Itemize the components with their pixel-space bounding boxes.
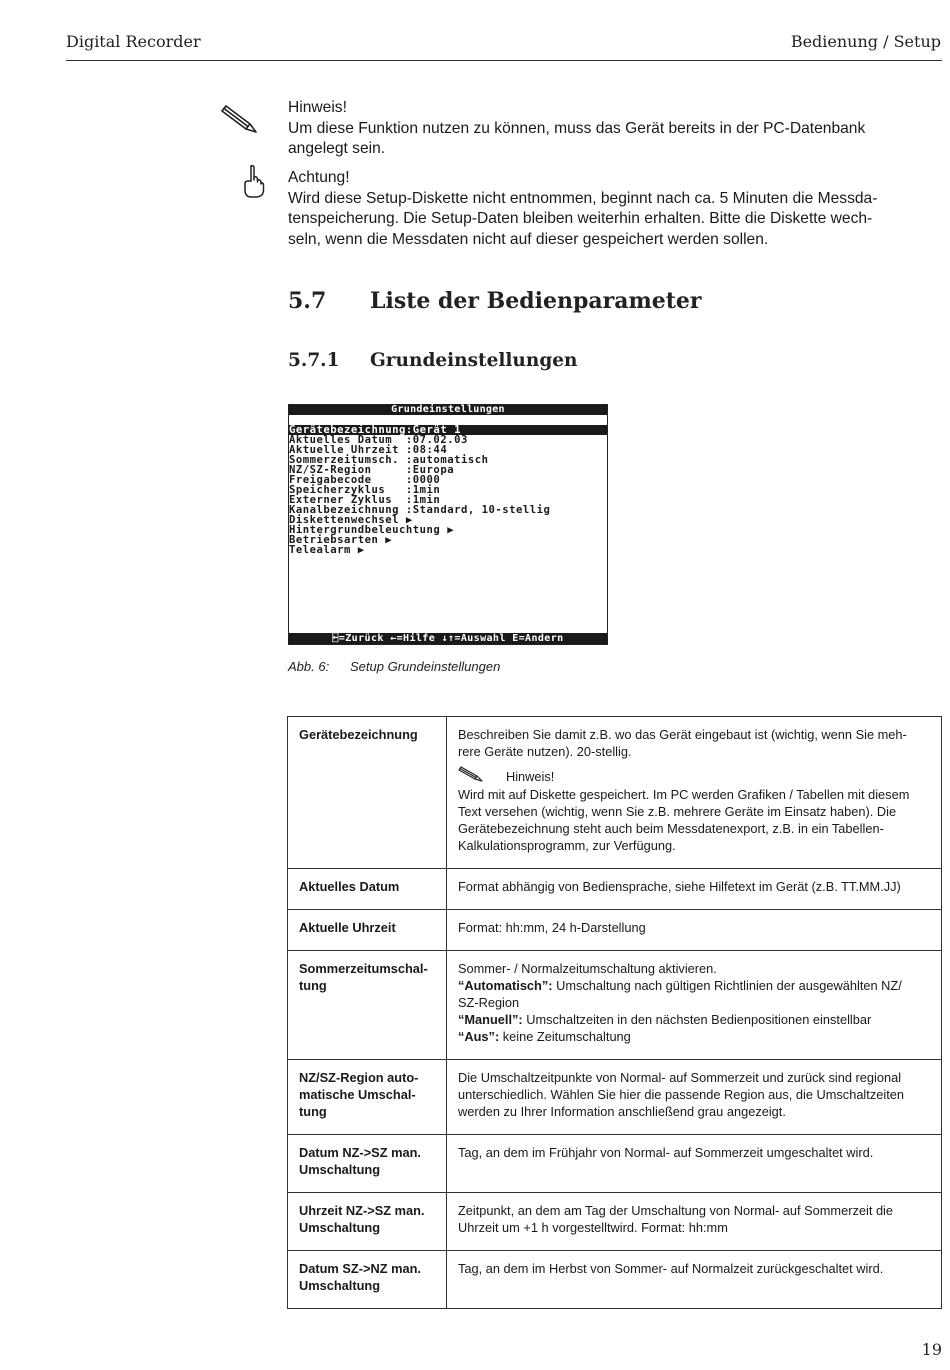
desc-line: Die Umschaltzeitpunkte von Normal- auf Sommerzeit und zurück sind regional: [457, 1070, 902, 1085]
param-description: [446, 1251, 941, 1309]
achtung-line: seln, wenn die Messdaten nicht auf dieser gespeichert werden sollen.: [288, 230, 769, 248]
param-description: [446, 1193, 941, 1251]
screen-menu: [289, 425, 607, 555]
param-name-line: NZ/SZ-Region auto-: [299, 1070, 419, 1085]
param-description: [446, 1060, 941, 1135]
param-description: [446, 910, 941, 951]
param-name-line: tung: [299, 978, 327, 993]
option-text: Umschaltzeiten in den nächsten Bedienpositionen einstellbar: [522, 1012, 872, 1027]
param-name-line: Umschaltung: [299, 1220, 381, 1235]
table-row: [288, 1193, 942, 1251]
param-description: [446, 869, 941, 910]
subsection-number: 5.7.1: [288, 350, 340, 371]
table-row: [288, 910, 942, 951]
desc-option: [458, 977, 931, 994]
note-line: Kalkulationsprogramm, zur Verfügung.: [457, 838, 676, 853]
table-row: [288, 951, 942, 1060]
param-name-line: Sommerzeitumschal-: [299, 961, 428, 976]
note-line: Text versehen (wichtig, wenn Sie z.B. mehrere Geräte im Einsatz haben). Die: [457, 804, 897, 819]
option-text: keine Zeitumschaltung: [499, 1029, 631, 1044]
table-row: [288, 869, 942, 910]
screen-row[interactable]: Betriebsarten ▶: [289, 534, 393, 546]
param-name-line: Aktuelles Datum: [299, 879, 400, 894]
screen-row[interactable]: NZ/SZ-Region :Europa: [289, 464, 455, 476]
param-name: [288, 910, 447, 951]
screen-row[interactable]: Aktuelle Uhrzeit :08:44: [289, 444, 448, 456]
param-name: [288, 951, 447, 1060]
pencil-icon: [458, 765, 484, 787]
screen-footer-keys: ⍇=Zurück ←=Hilfe ↓↑=Auswahl E=Ändern: [289, 633, 607, 644]
note-title: Hinweis!: [505, 768, 555, 784]
hinweis-note: [288, 98, 938, 160]
table-row: [288, 1135, 942, 1193]
screen-row[interactable]: Sommerzeitumsch. :automatisch: [289, 454, 489, 466]
param-name: [288, 1135, 447, 1193]
subsection-heading: [288, 350, 577, 371]
option-label: “Manuell”:: [457, 1012, 523, 1027]
param-name-line: Datum SZ->NZ man.: [299, 1261, 421, 1276]
parameter-table: [287, 716, 942, 1309]
desc-line: Tag, an dem im Frühjahr von Normal- auf Sommerzeit umgeschaltet wird.: [457, 1145, 874, 1160]
screen-row[interactable]: Hintergrundbeleuchtung ▶: [289, 524, 455, 536]
pointing-hand-icon: [242, 164, 266, 205]
desc-line: werden zu Ihrer Information anschließend grau angezeigt.: [457, 1104, 786, 1119]
desc-option: [458, 1011, 931, 1028]
param-name-line: tung: [299, 1104, 327, 1119]
desc-line: Sommer- / Normalzeitumschaltung aktivieren.: [457, 961, 717, 976]
param-name-line: Umschaltung: [299, 1278, 381, 1293]
table-row: [288, 1060, 942, 1135]
desc-line: SZ-Region: [457, 995, 520, 1010]
param-name: [288, 1193, 447, 1251]
desc-line: Format: hh:mm, 24 h-Darstellung: [457, 920, 646, 935]
screen-row-selected[interactable]: Gerätebezeichnung:Gerät 1: [289, 425, 607, 435]
option-label: “Automatisch”:: [457, 978, 553, 993]
param-name-line: Uhrzeit NZ->SZ man.: [299, 1203, 425, 1218]
desc-line: Format abhängig von Bediensprache, siehe Hilfetext im Gerät (z.B. TT.MM.JJ): [457, 879, 901, 894]
desc-line: unterschiedlich. Wählen Sie hier die passende Region aus, die Umschaltzeiten: [457, 1087, 904, 1102]
figure-text: Setup Grundeinstellungen: [350, 659, 501, 674]
running-header-right: Bedienung / Setup: [790, 32, 941, 51]
section-heading: [288, 288, 702, 314]
note-line: Wird mit auf Diskette gespeichert. Im PC werden Grafiken / Tabellen mit diesem: [457, 787, 910, 802]
screen-row[interactable]: Freigabecode :0000: [289, 474, 441, 486]
param-name-line: Aktuelle Uhrzeit: [299, 920, 396, 935]
pencil-icon: [220, 102, 260, 141]
param-name-line: Gerätebezeichnung: [299, 727, 418, 742]
achtung-title: Achtung!: [288, 169, 350, 186]
section-number: 5.7: [288, 288, 327, 314]
param-description: [446, 951, 941, 1060]
screen-row[interactable]: Externer Zyklus :1min: [289, 494, 441, 506]
param-name-line: Datum NZ->SZ man.: [299, 1145, 421, 1160]
screen-row[interactable]: Kanalbezeichnung :Standard, 10-stellig: [289, 504, 551, 516]
achtung-note: [288, 168, 938, 250]
param-description: [446, 717, 941, 869]
desc-line: Zeitpunkt, an dem am Tag der Umschaltung von Normal- auf Sommerzeit die: [457, 1203, 894, 1218]
option-label: “Aus”:: [457, 1029, 500, 1044]
param-name: [288, 869, 447, 910]
screen-row[interactable]: Telealarm ▶: [289, 544, 365, 556]
device-screen: [288, 404, 608, 645]
hinweis-line: angelegt sein.: [288, 140, 386, 158]
achtung-line: tenspeicherung. Die Setup-Daten bleiben weiterhin erhalten. Bitte die Diskette wech-: [288, 210, 873, 228]
screen-row[interactable]: Aktuelles Datum :07.02.03: [289, 434, 468, 446]
param-description: [446, 1135, 941, 1193]
achtung-line: Wird diese Setup-Diskette nicht entnommen, beginnt nach ca. 5 Minuten die Messda-: [288, 189, 878, 207]
option-text: Umschaltung nach gültigen Richtlinien der ausgewählten NZ/: [552, 978, 902, 993]
hinweis-note-inline: [458, 766, 931, 854]
hinweis-title: Hinweis!: [288, 99, 347, 116]
section-title: Liste der Bedienparameter: [370, 288, 702, 314]
running-header-left: Digital Recorder: [66, 32, 201, 51]
hinweis-line: Um diese Funktion nutzen zu können, muss das Gerät bereits in der PC-Datenbank: [288, 119, 866, 137]
subsection-title: Grundeinstellungen: [370, 350, 578, 371]
screen-title: Grundeinstellungen: [289, 405, 607, 415]
screen-row[interactable]: Diskettenwechsel ▶: [289, 514, 413, 526]
desc-line: Beschreiben Sie damit z.B. wo das Gerät eingebaut ist (wichtig, wenn Sie meh-: [457, 727, 907, 742]
header-rule: [66, 60, 942, 61]
param-name-line: Umschaltung: [299, 1162, 381, 1177]
screen-row[interactable]: Speicherzyklus :1min: [289, 484, 441, 496]
param-name: [288, 717, 447, 869]
figure-caption: [288, 659, 500, 674]
table-row: [288, 717, 942, 869]
table-row: [288, 1251, 942, 1309]
note-line: Gerätebezeichnung steht auch beim Messdatenexport, z.B. in ein Tabellen-: [457, 821, 884, 836]
param-name: [288, 1251, 447, 1309]
desc-line: rere Geräte nutzen). 20-stellig.: [457, 744, 632, 759]
desc-line: Tag, an dem im Herbst von Sommer- auf Normalzeit zurückgeschaltet wird.: [457, 1261, 884, 1276]
param-name: [288, 1060, 447, 1135]
desc-option: [458, 1028, 931, 1045]
desc-line: Uhrzeit um +1 h vorgestelltwird. Format: hh:mm: [457, 1220, 728, 1235]
page-number: 19: [921, 1340, 942, 1359]
param-name-line: matische Umschal-: [299, 1087, 416, 1102]
figure-label: Abb. 6:: [288, 659, 330, 674]
